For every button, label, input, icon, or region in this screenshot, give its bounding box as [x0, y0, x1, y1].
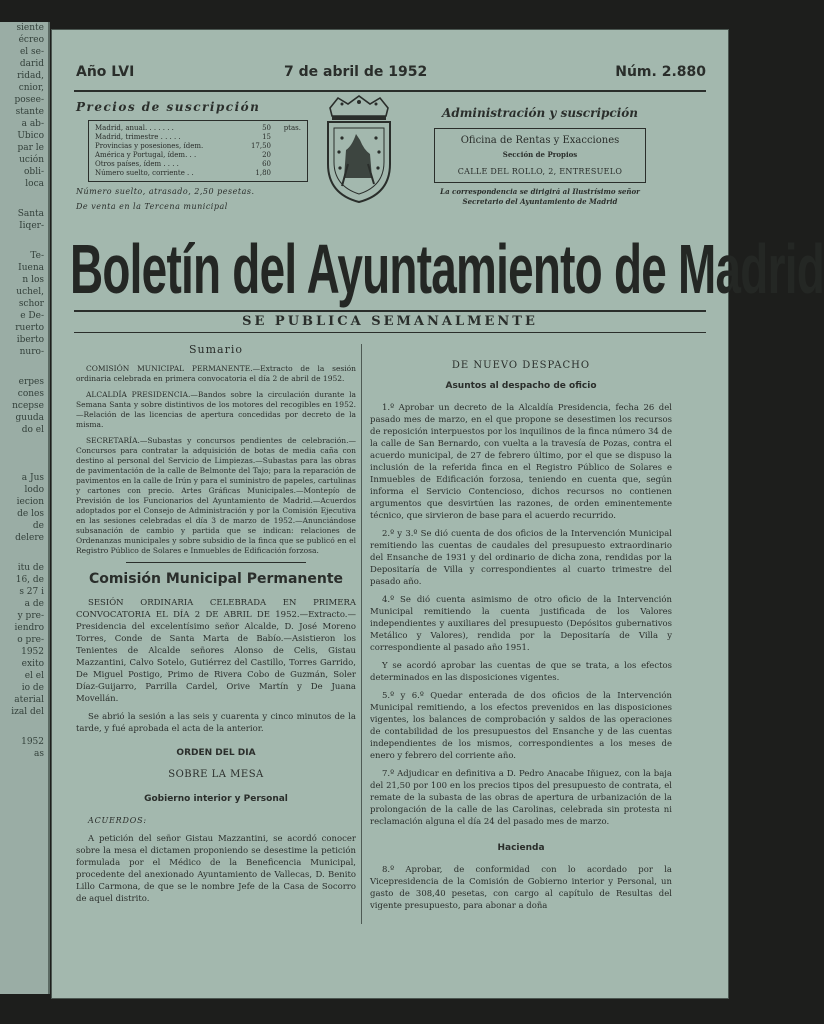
price-label: Madrid, trimestre . . . . . — [95, 133, 181, 141]
left-page-fragment: 1952 — [21, 647, 44, 657]
left-page-fragment: ncepse — [12, 401, 44, 411]
agenda-paragraph: 4.º Se dió cuenta asimismo de otro oficio de la Intervención Municipal remitiendo la cuenta justificada de los Valores independientes y auxiliares del presupuesto (Depósitos gubernativos Metálico y Valores), rendida por la Depositaría de Villa y correspondiente al pasado año 1951. — [370, 595, 672, 653]
price-unit — [271, 133, 301, 142]
price-value: 20 — [262, 151, 271, 159]
left-page-fragment: schor — [18, 299, 44, 309]
session-opening: Se abrió la sesión a las seis y cuarenta y cinco minutos de la tarde, y fué aprobada el acta de la anterior. — [76, 712, 356, 734]
left-page-fragment: siente — [16, 23, 44, 33]
column-divider — [361, 344, 362, 924]
despacho-title: DE NUEVO DESPACHO — [451, 360, 591, 371]
price-row — [95, 124, 301, 133]
left-page-fragment: izal del — [11, 707, 44, 717]
sumario-item: COMISIÓN MUNICIPAL PERMANENTE.—Extracto de la sesión ordinaria celebrada en primera convocatoria el día 2 de abril de 1952. — [76, 364, 356, 383]
price-label: América y Portugal, ídem. . . — [95, 151, 197, 159]
left-page-fragment — [0, 358, 48, 376]
left-page-fragment: guuda — [15, 413, 44, 423]
tagline: SE PUBLICA SEMANALMENTE — [242, 314, 538, 329]
left-page-fragment: iberto — [16, 335, 44, 345]
left-page-fragment: iecion — [16, 497, 44, 507]
left-page-fragment: par le — [17, 143, 44, 153]
left-page-fragment: itu de — [17, 563, 44, 573]
left-page-fragment: Santa — [17, 209, 44, 219]
left-page-fragment: do el — [21, 425, 44, 435]
sumario-list — [76, 364, 356, 556]
left-page-fragment: io de — [21, 683, 44, 693]
left-page-fragment: cones — [17, 389, 44, 399]
tagline-rule — [74, 332, 706, 333]
left-page-fragment — [0, 454, 48, 472]
admin-section: Sección de Propios — [502, 150, 578, 159]
masthead-rule — [74, 310, 706, 312]
sumario-title: Sumario — [188, 343, 243, 356]
left-page-fragment: ruerto — [15, 323, 44, 333]
left-page-fragment: a de — [24, 599, 44, 609]
left-page-fragment: erpes — [18, 377, 44, 387]
left-page-fragment: aterial — [14, 695, 44, 705]
left-page-fragment: Ubico — [17, 131, 44, 141]
price-unit — [271, 160, 301, 169]
left-page-fragment: uchel, — [16, 287, 44, 297]
right-column — [370, 346, 672, 918]
left-page-fragment: cnior, — [18, 83, 44, 93]
acuerdo-text: A petición del señor Gistau Mazzantini, se acordó conocer sobre la mesa el dictamen proponiendo se desestime la petición formulada por el Médico de la Beneficencia Municipal, procedente del anexionado Ayuntamiento de Vallecas, D. Benito Lillo Carmona, de que se le nombre Jefe de la Casa de Socorro de aquel distrito. — [76, 834, 356, 904]
issue-year: Año LVI — [76, 64, 135, 80]
left-page-fragment — [0, 718, 48, 736]
price-value: 15 — [262, 133, 271, 141]
sumario-item: ALCALDÍA PRESIDENCIA.—Bandos sobre la circulación durante la Semana Santa y sobre distintivos de los motores del recogibles en 1952.—Relación de las licencias de apertura concedidas por decreto de la misma. — [76, 390, 356, 429]
admin-address-box — [434, 128, 646, 183]
left-page-fragment: a ab- — [21, 119, 44, 129]
sumario-item: SECRETARÍA.—Subastas y concursos pendientes de celebración.—Concursos para contratar la adquisición de botas de media caña con destino al personal del Servicio de Limpiezas.—Subastas para las obras de pavimentación de la calle de Belmonte del Tajo; para la reparación de pavimentos en la calle de Irún y para el suministro de papeles, cartulinas y cartones con precio. Artes Gráficas Municipales.—Montepío de Previsión de los Funcionarios del Ayuntamiento de Madrid.—Acuerdos adoptados por el Consejo de Administración y por la Comisión Ejecutiva en las sesiones celebradas el día 3 de marzo de 1952.—Anunciándose subsanación de cambio y partida que se indican: relaciones de Ordenanzas municipales y sobre subsidio de la finca que se publicó en el Registro Público de Solares e Inmuebles de Edificación forzosa. — [76, 436, 356, 555]
prices-note-1: Número suelto, atrasado, 2,50 pesetas. — [76, 187, 255, 196]
left-page-fragment: exito — [21, 659, 44, 669]
administration-box — [420, 106, 660, 207]
newspaper-page — [52, 30, 824, 998]
left-page-fragment: Iiqer- — [19, 221, 44, 231]
left-page-fragment — [0, 544, 48, 562]
issue-date: 7 de abril de 1952 — [284, 64, 428, 80]
agenda-paragraph: 5.º y 6.º Quedar enterada de dos oficios de la Intervención Municipal remitiendo, a los efectos prevenidos en las disposiciones vigentes, los balances de comprobación y saldos de las operaciones de contabilidad de los presupuestos del Ensanche y de las cuentas independientes de los mismos, correspondientes a los meses de enero y febrero del corriente año. — [370, 691, 672, 761]
price-row — [95, 142, 301, 151]
left-page-fragment: Te- — [30, 251, 44, 261]
admin-title: Administración y suscripción — [442, 106, 638, 120]
left-page-fragment: el el — [24, 671, 44, 681]
left-page-fragment: de — [32, 521, 44, 531]
section-divider — [126, 562, 306, 563]
left-page-fragment: lodo — [24, 485, 44, 495]
price-unit — [271, 151, 301, 160]
price-row — [95, 133, 301, 142]
price-value: 60 — [262, 160, 271, 168]
left-page-fragment: delere — [15, 533, 44, 543]
agenda-paragraph: 1.º Aprobar un decreto de la Alcaldía Presidencia, fecha 26 del pasado mes de marzo, en el que propone se desestimen los recursos de reposición interpuestos por los inquilinos de la finca número 34 de la calle de San Bernardo, con vuelta a la travesía de Pozas, contra el acuerdo municipal, de 27 de febrero último, por el que se dispuso la inclusión de la referida finca en el Registro Público de Solares e Inmuebles de Edificación forzosa, teniendo en cuenta que, según informa el Servicio Contencioso, dichos recursos no contienen argumentos que desvirtúen las razones, de orden eminentemente técnico, que sirvieron de base para el acuerdo recurrido. — [370, 403, 672, 521]
left-page-fragment: darid — [19, 59, 44, 69]
left-page-fragment: écreo — [18, 35, 44, 45]
price-unit: ptas. — [283, 124, 301, 132]
hacienda-paragraph: 8.º Aprobar, de conformidad con lo acordado por la Vicepresidencia de la Comisión de Gobierno interior y Personal, un gasto de 308,40 pesetas, con cargo al capítulo de Resultas del vigente presupuesto, para abonar a doña — [370, 865, 672, 911]
left-page-fragment: y pre- — [17, 611, 44, 621]
left-page-fragment: loca — [25, 179, 44, 189]
prices-title: Precios de suscripción — [76, 100, 261, 114]
orden-del-dia: ORDEN DEL DIA — [176, 748, 256, 758]
price-value: 1,80 — [255, 169, 271, 177]
left-column — [76, 340, 356, 911]
left-page-fragment: de los — [17, 509, 44, 519]
left-page-fragment: obli- — [24, 167, 44, 177]
agenda-paragraph: 7.º Adjudicar en definitiva a D. Pedro Anacabe Iñiguez, con la baja del 21,50 por 100 en los precios tipos del presupuesto de contrata, el remate de la subasta de las obras de apertura de urbanización de la prolongación de la calle de las Carolinas, celebrada sin protesta ni reclamación alguna el día 24 del pasado mes de marzo. — [370, 769, 672, 827]
subscription-prices — [76, 100, 316, 220]
left-page-fragment: n los — [22, 275, 44, 285]
left-page-fragment: a Jus — [21, 473, 44, 483]
price-value: 17,50 — [250, 142, 271, 150]
left-page-fragment: 1952 — [21, 737, 44, 747]
sobre-la-mesa: SOBRE LA MESA — [168, 769, 264, 780]
agenda-paragraph: 2.º y 3.º Se dió cuenta de dos oficios de la Intervención Municipal remitiendo las cuentas de caudales del presupuesto extraordinario del Ensanche de 1931 y del ordinario de dicha zona, rendidas por la Depositaría de Villa y correspondientes al cuarto trimestre del pasado año. — [370, 529, 672, 587]
masthead-title: Boletín del Ayuntamiento de Madrid — [70, 231, 824, 309]
price-label: Número suelto, corriente . . — [95, 169, 194, 177]
gobierno-heading: Gobierno interior y Personal — [144, 794, 288, 804]
madrid-coat-of-arms — [320, 94, 398, 206]
left-page-fragment: s 27 i — [19, 587, 44, 597]
header-rule — [74, 90, 706, 92]
left-page-fragment: 16, de — [15, 575, 44, 585]
price-label: Provincias y posesiones, ídem. — [95, 142, 204, 150]
left-page-fragment: el se- — [19, 47, 44, 57]
asuntos-heading: Asuntos al despacho de oficio — [445, 381, 597, 391]
issue-number: Núm. 2.880 — [615, 64, 706, 80]
acuerdos-label: ACUERDOS: — [88, 816, 147, 825]
left-page-fragment: ución — [19, 155, 44, 165]
left-page-fragment — [0, 232, 48, 250]
price-row — [95, 169, 301, 178]
issue-header — [76, 64, 706, 84]
left-page-fragment: ridad, — [17, 71, 44, 81]
admin-note: La correspondencia se dirigirá al Ilustrísimo señor Secretario del Ayuntamiento de Madrid — [440, 187, 640, 206]
admin-office: Oficina de Rentas y Exacciones — [460, 135, 620, 146]
left-page-fragment: nuro- — [19, 347, 44, 357]
comision-title: Comisión Municipal Permanente — [88, 571, 344, 587]
adjacent-page-edge — [0, 22, 50, 994]
left-page-fragment: Iuena — [18, 263, 44, 273]
left-page-fragment: posee- — [14, 95, 44, 105]
left-page-fragment — [0, 190, 48, 208]
admin-address: CALLE DEL ROLLO, 2, ENTRESUELO — [457, 167, 623, 176]
prices-table — [88, 120, 308, 182]
hacienda-heading: Hacienda — [497, 843, 545, 853]
left-page-fragment: as — [34, 749, 44, 759]
agenda-paragraph: Y se acordó aprobar las cuentas de que se trata, a los efectos determinados en las disposiciones vigentes. — [370, 661, 672, 683]
price-row — [95, 151, 301, 160]
price-label: Madrid, anual. . . . . . . — [95, 124, 174, 132]
left-page-fragment — [0, 436, 48, 454]
prices-note-2: De venta en la Tercena municipal — [76, 202, 228, 211]
left-page-fragment: iendro — [14, 623, 44, 633]
price-label: Otros países, ídem . . . . — [95, 160, 179, 168]
price-row — [95, 160, 301, 169]
price-value: 50 — [262, 124, 271, 132]
left-page-fragment: e De- — [20, 311, 44, 321]
price-unit — [271, 169, 301, 178]
left-page-fragment: stante — [15, 107, 44, 117]
session-intro: SESIÓN ORDINARIA CELEBRADA EN PRIMERA CONVOCATORIA EL DÍA 2 DE ABRIL DE 1952.—Extracto.—Presidencia del excelentísimo señor Alcalde, D. José Moreno Torres, Conde de Santa Marta de Babío.—Asistieron los Tenientes de Alcalde señores Alonso de Celis, Gistau Mazzantini, Calvo Sotelo, Gutiérrez del Castillo, Torres Garrido, De Miguel Postigo, Primo de Rivera Cobo de Guzmán, Soler Díaz-Guijarro, Parrilla Cardel, Orive Martín y De Juana Movellán. — [76, 598, 356, 704]
price-unit — [271, 142, 301, 151]
left-page-fragment: o pre- — [17, 635, 44, 645]
